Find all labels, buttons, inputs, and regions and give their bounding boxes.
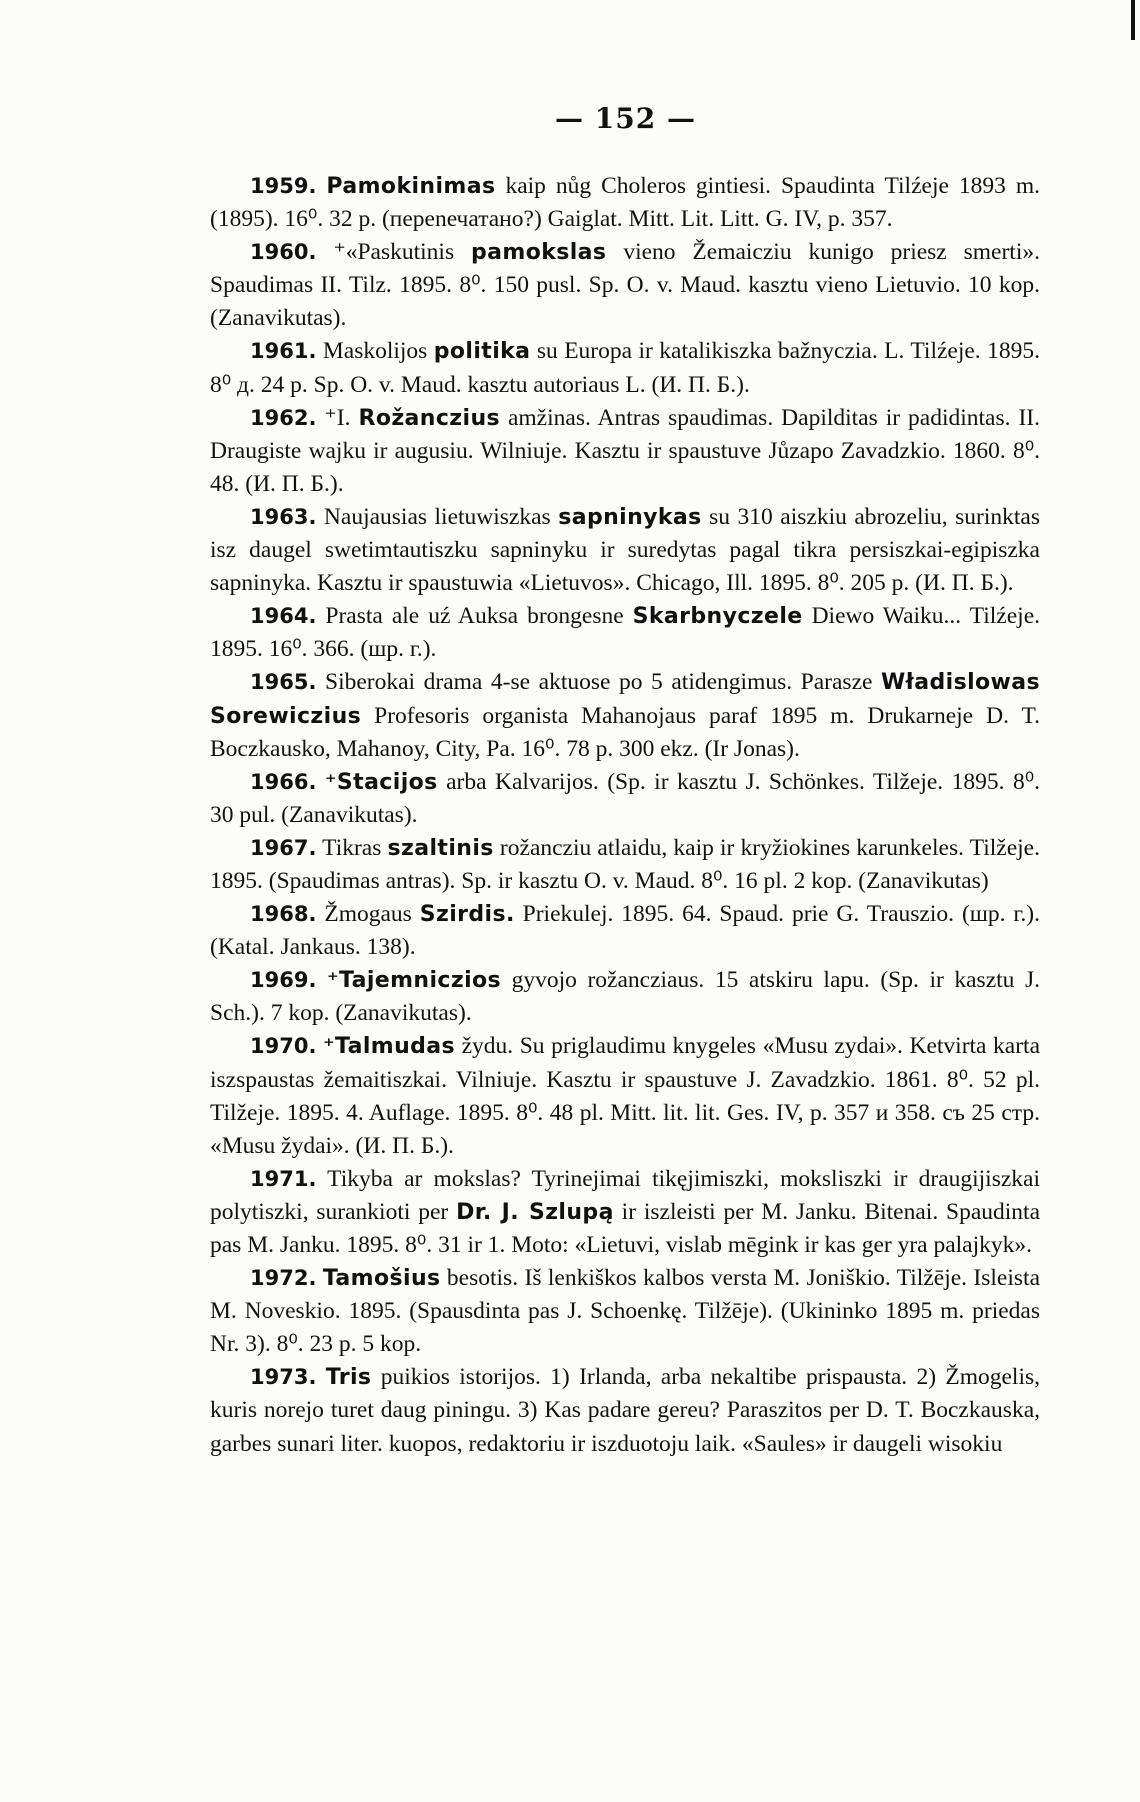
entry-text — [316, 967, 327, 993]
entry-keyword: politika — [433, 339, 531, 365]
entry-keyword: Tamošius — [322, 1266, 441, 1292]
entry-keyword: ⁺Tajemniczios — [327, 968, 502, 994]
entry-text: žydu. Su priglaudimu knygeles «Musu zydai». Ketvirta karta iszspaustas žemaitiszkai. Vilniuje. Kasztu ir spaustuve J. Zavadzkio. 1861. 8⁰. 52 pl. Tilžeje. 1895. 4. Auflage. 1895. 8⁰. 48 pl. Mitt. lit. lit. Ges. IV, p. 357 и 358. съ 25 стр. «Musu žydai». (И. П. Б.). — [210, 1033, 1040, 1159]
entry-text: Tikras — [316, 834, 388, 861]
entry-1972 — [210, 1262, 1040, 1361]
entry-text: ir iszleisti per M. Janku. Bitenai. Spaudinta pas M. Janku. 1895. 8⁰. 31 ir 1. Moto: «Lietuvi, vislab mēgink ir kas ger yra palajkyk». — [210, 1198, 1041, 1258]
entry-number: 1972. — [250, 1266, 317, 1291]
entry-text: Siberokai drama 4-se aktuose po 5 atidengimus. Parasze — [316, 669, 882, 696]
entry-text: Profesoris organista Mahanojaus paraf 1895 m. Drukarneje D. T. Boczkausko, Mahanoy, City, Pa. 16⁰. 78 p. 300 ekz. (Ir Jonas). — [210, 702, 1040, 762]
entry-1963 — [210, 501, 1040, 600]
entry-keyword: Rožanczius — [358, 405, 500, 431]
entry-text: Žmogaus — [316, 901, 420, 928]
entry-text: vieno Žemaicziu kunigo priesz smerti». Spaudimas II. Tilz. 1895. 8⁰. 150 pusl. Sp. O. v. Maud. kasztu vieno Lietuvio. 10 kop. (Zanavikutas). — [210, 239, 1040, 332]
entry-text: Diewo Waiku... Tilźeje. 1895. 16⁰. 366. (шр. г.). — [210, 603, 1040, 663]
entry-text: su Europa ir katalikiszka bažnyczia. L. Tilźeje. 1895. 8⁰ д. 24 p. Sp. O. v. Maud. kasztu autoriaus L. (И. П. Б.). — [210, 338, 1040, 398]
entry-1973 — [210, 1361, 1040, 1460]
entry-1961 — [210, 335, 1040, 401]
entry-keyword: szaltinis — [387, 835, 494, 861]
entry-keyword: Skarbnyczele — [632, 604, 803, 630]
bibliography-text — [210, 170, 1040, 1461]
entry-keyword: Władislowas Sorewiczius — [210, 670, 1040, 729]
entry-text: Prasta ale uź Auksa brongesne — [316, 603, 633, 630]
entry-1969 — [210, 964, 1040, 1030]
entry-text: puikios istorijos. 1) Irlanda, arba nekaltibe prispausta. 2) Žmogelis, kuris norejo turet daug piningu. 3) Kas padare gereu? Paraszitos per D. T. Boczkauska, garbes sunari liter. kuopos, redaktoriu ir iszduotoju laik. «Saules» ir daugeli wisokiu — [210, 1364, 1040, 1457]
entry-number: 1965. — [250, 670, 317, 695]
entry-keyword: pamokslas — [470, 240, 607, 266]
entry-keyword: ⁺Talmudas — [323, 1034, 456, 1060]
entry-1959 — [210, 170, 1040, 236]
entry-1967 — [210, 832, 1040, 898]
entry-1971 — [210, 1163, 1040, 1262]
entry-keyword: Pamokinimas — [326, 174, 496, 199]
entry-number: 1964. — [250, 604, 317, 629]
entry-1962 — [210, 402, 1040, 501]
entry-text — [316, 1364, 325, 1390]
entry-keyword: Szirdis. — [419, 902, 515, 928]
entry-keyword: Tris — [325, 1365, 372, 1391]
entry-keyword: ⁺Stacijos — [324, 769, 438, 795]
entry-1960 — [210, 236, 1040, 335]
entry-number: 1971. — [250, 1166, 317, 1191]
entry-text: arba Kalvarijos. (Sp. ir kasztu J. Schönkes. Tilžeje. 1895. 8⁰. 30 pul. (Zanavikutas). — [210, 768, 1040, 828]
entry-text: ⁺I. — [316, 404, 359, 431]
entry-text: su 310 aiszkiu abrozeliu, surinktas isz daugel swetimtautiszku sapninyku ir suredytas pagal tikra persiszkai-egipiszka sapninyka. Kasztu ir spaustuwia «Lietuvos». Chicago, Ill. 1895. 8⁰. 205 p. (И. П. Б.). — [210, 503, 1040, 597]
entry-number: 1963. — [250, 504, 317, 529]
entry-text: amžinas. Antras spaudimas. Dapilditas ir padidintas. II. Draugiste wajku ir augusiu. Wilniuje. Kasztu ir spaustuve Jůzapo Zavadzkio. 1860. 8⁰. 48. (И. П. Б.). — [210, 404, 1040, 497]
entry-text: kaip nůg Choleros gintiesi. Spaudinta Tilźeje 1893 m. (1895). 16⁰. 32 p. (переnечатано?) Gaiglat. Mitt. Lit. Litt. G. IV, p. 357. — [210, 173, 1041, 233]
entry-1968 — [210, 898, 1040, 964]
entry-1970 — [210, 1030, 1040, 1162]
entry-keyword: sapninykas — [558, 504, 702, 530]
page-number: — 152 — — [555, 102, 696, 135]
page-edge-mark — [1131, 0, 1135, 40]
entry-text: gyvojo rožancziaus. 15 atskiru lapu. (Sp. ir kasztu J. Sch.). 7 kop. (Zanavikutas). — [210, 967, 1041, 1027]
entry-keyword: Dr. J. Szlupą — [456, 1199, 614, 1225]
entry-number: 1960. — [250, 240, 317, 265]
entry-number: 1959. — [250, 174, 317, 198]
entry-number: 1968. — [250, 902, 317, 927]
entry-number: 1970. — [250, 1034, 317, 1059]
entry-number: 1962. — [250, 405, 317, 430]
entry-1964 — [210, 600, 1040, 666]
entry-number: 1973. — [250, 1365, 317, 1390]
entry-text: ⁺«Paskutinis — [316, 239, 471, 266]
entry-number: 1966. — [250, 769, 317, 794]
entry-number: 1969. — [250, 968, 317, 993]
entry-text: besotis. Iš lenkiškos kalbos versta M. Joniškio. Tilžēje. Isleista M. Noveskio. 1895. (Spausdinta pas J. Schoenkę. Tilžēje). (Ukininko 1895 m. priedas Nr. 3). 8⁰. 23 p. 5 kop. — [210, 1265, 1040, 1358]
entry-number: 1967. — [250, 835, 317, 860]
entry-text: Maskolijos — [316, 338, 434, 365]
entry-text: Naujausias lietuwiszkas — [316, 503, 559, 530]
entry-text — [316, 769, 324, 795]
entry-text: Priekulej. 1895. 64. Spaud. prie G. Trauszio. (шр. г.). (Katal. Jankaus. 138). — [210, 901, 1040, 961]
entry-text: Tikyba ar mokslas? Tyrinejimai tikęjimiszki, moksliszki ir draugijiszkai polytiszki, surankioti per — [210, 1165, 1040, 1225]
entry-text: rožancziu atlaidu, kaip ir kryžiokines karunkeles. Tilžeje. 1895. (Spaudimas antras). Sp. ir kasztu O. v. Maud. 8⁰. 16 pl. 2 kop. (Zanavikutas) — [210, 834, 1040, 894]
entry-1966 — [210, 766, 1040, 832]
entry-1965 — [210, 666, 1040, 765]
entry-number: 1961. — [250, 339, 317, 364]
